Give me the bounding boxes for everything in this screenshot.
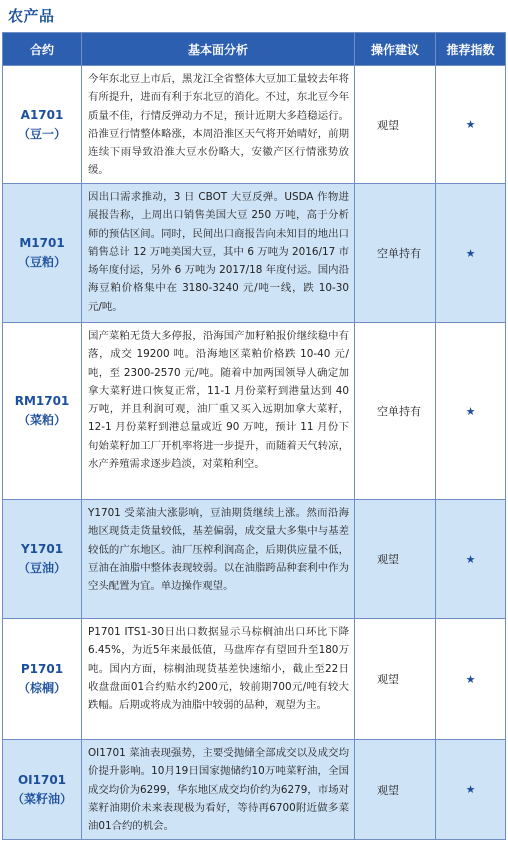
contract-code: OI1701 [17,772,67,787]
contract-name: （菜籽油） [11,791,72,806]
table-header-row [3,33,506,66]
rating-star-icon: ★ [436,740,506,840]
contract-name: （豆粕） [17,255,66,269]
advice-cell: 观望 [355,740,436,840]
contract-cell [3,500,82,619]
header-analysis: 基本面分析 [82,33,355,66]
table-row [3,740,506,840]
table-row [3,66,506,184]
contract-cell [3,740,82,840]
table-row [3,500,506,619]
header-advice: 操作建议 [355,33,436,66]
contract-code: RM1701 [14,394,70,408]
rating-star-icon: ★ [436,184,506,323]
rating-star-icon: ★ [436,66,506,184]
table-row [3,323,506,500]
contract-name: （棕榈） [17,681,66,695]
analysis-cell: P1701 ITS1-30日出口数据显示马棕榈油出口环比下降6.45%，为近5年来最低值，马盘库存有望回升至180万吨。国内方面，棕榈油现货基差快速缩小，截止至22日收盘盘面01合约贴水约200元，较前期700元/吨有较大跌幅。后期或将成为油脂中较弱的品种，观望为主。 [82,619,355,740]
analysis-cell: 因出口需求推动，3 日 CBOT 大豆反弹。USDA 作物进展报告称，上周出口销售美国大豆 250 万吨，高于分析师的预估区间。同时，民间出口商报告向未知目的地出口销售总计 12 万吨美国大豆，其中 6 万吨为 2016/17 市场年度付运，另外 6 万吨为 2017/18 年度付运。国内沿海豆粕价格集中在 3180-3240 元/吨一线，跌 10-30 元/吨。 [82,184,355,323]
contract-name: （豆油） [17,561,66,575]
contract-code: Y1701 [20,542,64,556]
section-title: 农产品 [8,7,55,25]
advice-cell: 空单持有 [355,323,436,500]
advice-cell: 观望 [355,500,436,619]
advice-cell: 观望 [355,66,436,184]
agri-products-table [2,32,506,840]
analysis-cell: 国产菜粕无货大多停报，沿海国产加籽粕报价继续稳中有落，成交 19200 吨。沿海地区菜粕价格跌 10-40 元/吨，至 2300-2570 元/吨。随着中加两国领导人确定加拿大菜籽进口恢复正常，11-1 月份菜籽到港量达到 40 万吨，并且利润可观，油厂重又买入远期加拿大菜籽，12-1 月份菜籽到港总量或近 90 万吨，预计 11 月份下旬始菜籽加工厂开机率将进一步提升，而随着天气转凉，水产养殖需求逐步趋淡，对菜粕利空。 [82,323,355,500]
contract-cell [3,323,82,500]
table-row [3,184,506,323]
contract-cell [3,66,82,184]
contract-code: P1701 [20,662,64,676]
contract-code: A1701 [20,107,64,122]
analysis-cell: 今年东北豆上市后，黑龙江全省整体大豆加工量较去年将有所提升，进而有利于东北豆的消化。不过，东北豆今年质量不佳，行情反弹动力不足，预计近期大多趋稳运行。沿淮豆行情整体略涨，本周沿淮区天气将开始晴好，前期连续下雨导致沿淮大豆水份略大，安徽产区行情涨势放缓。 [82,66,355,184]
advice-cell: 空单持有 [355,184,436,323]
rating-star-icon: ★ [436,619,506,740]
header-rating: 推荐指数 [436,33,506,66]
analysis-cell: Y1701 受菜油大涨影响，豆油期货继续上涨。然而沿海地区现货走货量较低，基差偏弱，成交量大多集中与基差较低的广东地区。油厂压榨利润高企，后期供应量不低，豆油在油脂中整体表现较弱。以在油脂跨品种套利中作为空头配置为宜。单边操作观望。 [82,500,355,619]
contract-cell [3,619,82,740]
rating-star-icon: ★ [436,323,506,500]
contract-name: （菜粕） [17,413,66,427]
advice-cell: 观望 [355,619,436,740]
header-contract: 合约 [3,33,82,66]
analysis-cell: OI1701 菜油表现强势，主要受抛储全部成交以及成交均价提升影响。10月19日国家抛储约10万吨菜籽油，全国成交均价为6299，华东地区成交均价约为6279，市场对菜籽油期价未来表现极为看好，等待再6700附近做多菜油01合约的机会。 [82,740,355,840]
rating-star-icon: ★ [436,500,506,619]
contract-name: （豆一） [17,126,66,141]
table-row [3,619,506,740]
contract-cell [3,184,82,323]
contract-code: M1701 [19,236,65,250]
